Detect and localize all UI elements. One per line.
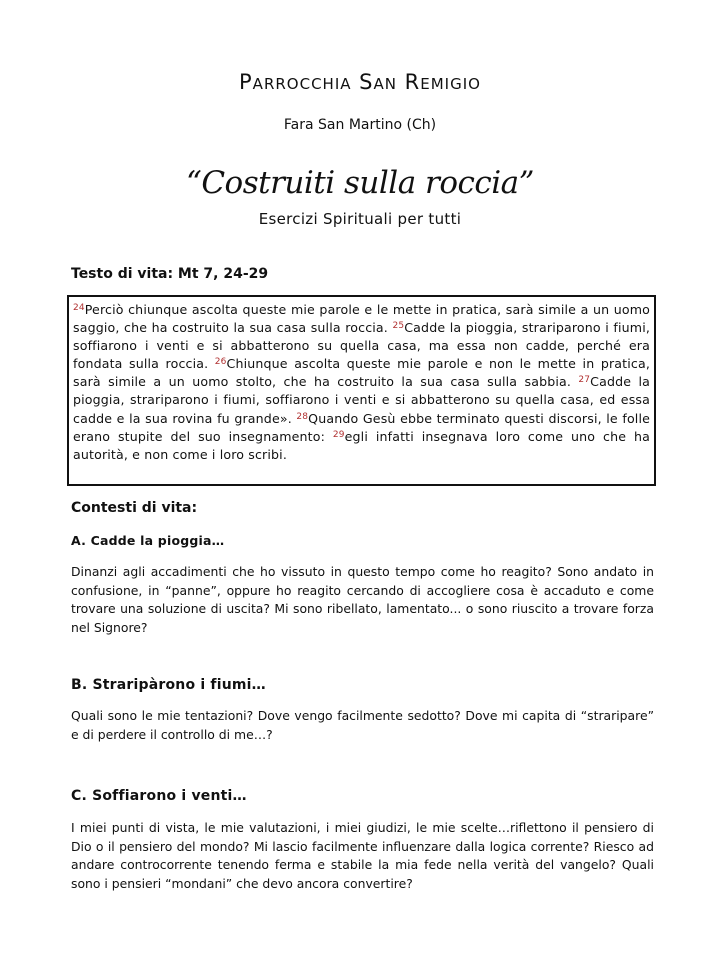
verse-number: 26 <box>214 357 227 368</box>
section-c-heading: C. Soffiarono i venti… <box>71 788 247 804</box>
scripture-heading: Testo di vita: Mt 7, 24-29 <box>71 266 269 282</box>
parish-name: Parrocchia San Remigio <box>239 70 481 94</box>
verse-text: Perciò chiunque ascolta queste mie parole e le mette in pratica, sarà simile a un uomo saggio, che ha costruito la sua casa sulla roccia. <box>73 302 650 336</box>
section-b-heading: B. Straripàrono i fiumi… <box>71 677 266 693</box>
verse-text: Cadde la pioggia, strariparono i fiumi, soffiarono i venti e si abbatterono su quella casa, ed essa cadde e la sua rovina fu grande». <box>73 374 651 426</box>
contesti-heading: Contesti di vita: <box>71 500 198 516</box>
section-b-text: Quali sono le mie tentazioni? Dove vengo facilmente sedotto? Dove mi capita di “straripare” e di perdere il controllo di me…? <box>71 708 654 742</box>
verse-text: Quando Gesù ebbe terminato questi discorsi, le folle erano stupite del suo insegnamento: <box>73 410 650 444</box>
verse-text: egli infatti insegnava loro come uno che ha autorità, e non come i loro scribi. <box>73 428 650 462</box>
document-title: “Costruiti sulla roccia” <box>185 165 534 201</box>
verse-number: 29 <box>332 429 345 440</box>
document-subtitle: Esercizi Spirituali per tutti <box>258 210 462 228</box>
verse-number: 28 <box>296 411 309 422</box>
scripture-box <box>67 295 656 486</box>
verse-number: 27 <box>578 375 591 386</box>
section-c-text: I miei punti di vista, le mie valutazioni, i miei giudizi, le mie scelte…riflettono il pensiero di Dio o il pensiero del mondo? Mi lascio facilmente influenzare dalla logica corrente? Riesco ad andare controcorrente tenendo ferma e stabile la mia fede nella verità del vangelo? Quali sono i pensieri “mondani” che devo ancora convertire? <box>71 820 654 891</box>
verse-number: 25 <box>392 321 405 332</box>
verse-text: Chiunque ascolta queste mie parole e non le mette in pratica, sarà simile a un uomo stolto, che ha costruito la sua casa sulla sabbia. <box>73 356 650 390</box>
section-a-heading: A. Cadde la pioggia… <box>71 533 225 548</box>
verse-number: 24 <box>73 303 85 313</box>
verse-text: Cadde la pioggia, strariparono i fiumi, soffiarono i venti e si abbatterono su quella casa, ma essa non cadde, perché era fondata sulla roccia. <box>73 320 651 372</box>
section-a-text: Dinanzi agli accadimenti che ho vissuto in questo tempo come ho reagito? Sono andato in confusione, in “panne”, oppure ho reagito cercando di accogliere cosa è accaduto e come trovare una soluzione di uscita? Mi sono ribellato, lamentato... o sono riuscito a trovare forza nel Signore? <box>71 564 654 635</box>
town-name: Fara San Martino (Ch) <box>283 117 437 133</box>
